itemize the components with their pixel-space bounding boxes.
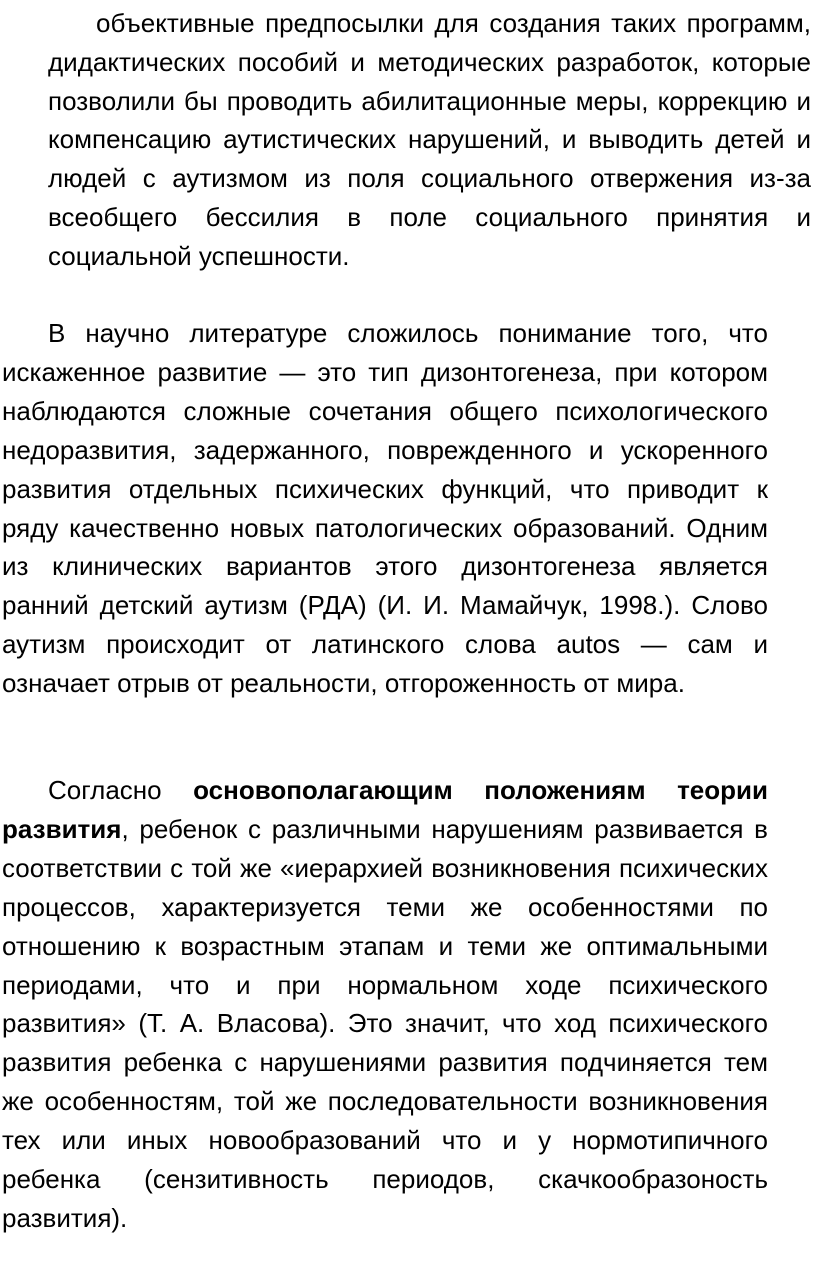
paragraph-development-theory xyxy=(2,771,768,1238)
paragraph-lead-text: Согласно xyxy=(48,775,194,805)
bold-emphasis-text: основополагающим положениям теории развития xyxy=(2,775,768,844)
paragraph-continuation: объективные предпосылки для создания таких программ, дидактических пособий и методических разработок, которые позволили бы проводить абилитационные меры, коррекцию и компенсацию аутистических нарушений, и выводить детей и людей с аутизмом из поля социального отвержения из-за всеобщего бессилия в поле социального принятия и социальной успешности. xyxy=(48,8,811,271)
paragraph-body-text: , ребенок с различными нарушениям развивается в соответствии с той же «иерархией возникновения психических процессов, характеризуется теми же особенностями по отношению к возрастным этапам и теми же оптимальными периодами, что и при нормальном ходе психического развития» (Т. А. Власова). Это значит, что ход психического развития ребенка с нарушениями развития подчиняется тем же особенностям, той же последовательности возникновения тех или иных новообразований что и у нормотипичного ребенка (сензитивность периодов, скачкообразоность развития). xyxy=(2,813,768,1233)
paragraph-distorted-development: В научно литературе сложилось понимание того, что искаженное развитие — это тип дизонтогенеза, при котором наблюдаются сложные сочетания общего психологического недоразвития, задержанного, поврежденного и ускоренного развития отдельных психических функций, что приводит к ряду качественно новых патологических образований. Одним из клинических вариантов этого дизонтогенеза является ранний детский аутизм (РДА) (И. И. Мамайчук, 1998.). Слово аутизм происходит от латинского слова autos — сам и означает отрыв от реальности, отгороженность от мира. xyxy=(2,318,768,699)
